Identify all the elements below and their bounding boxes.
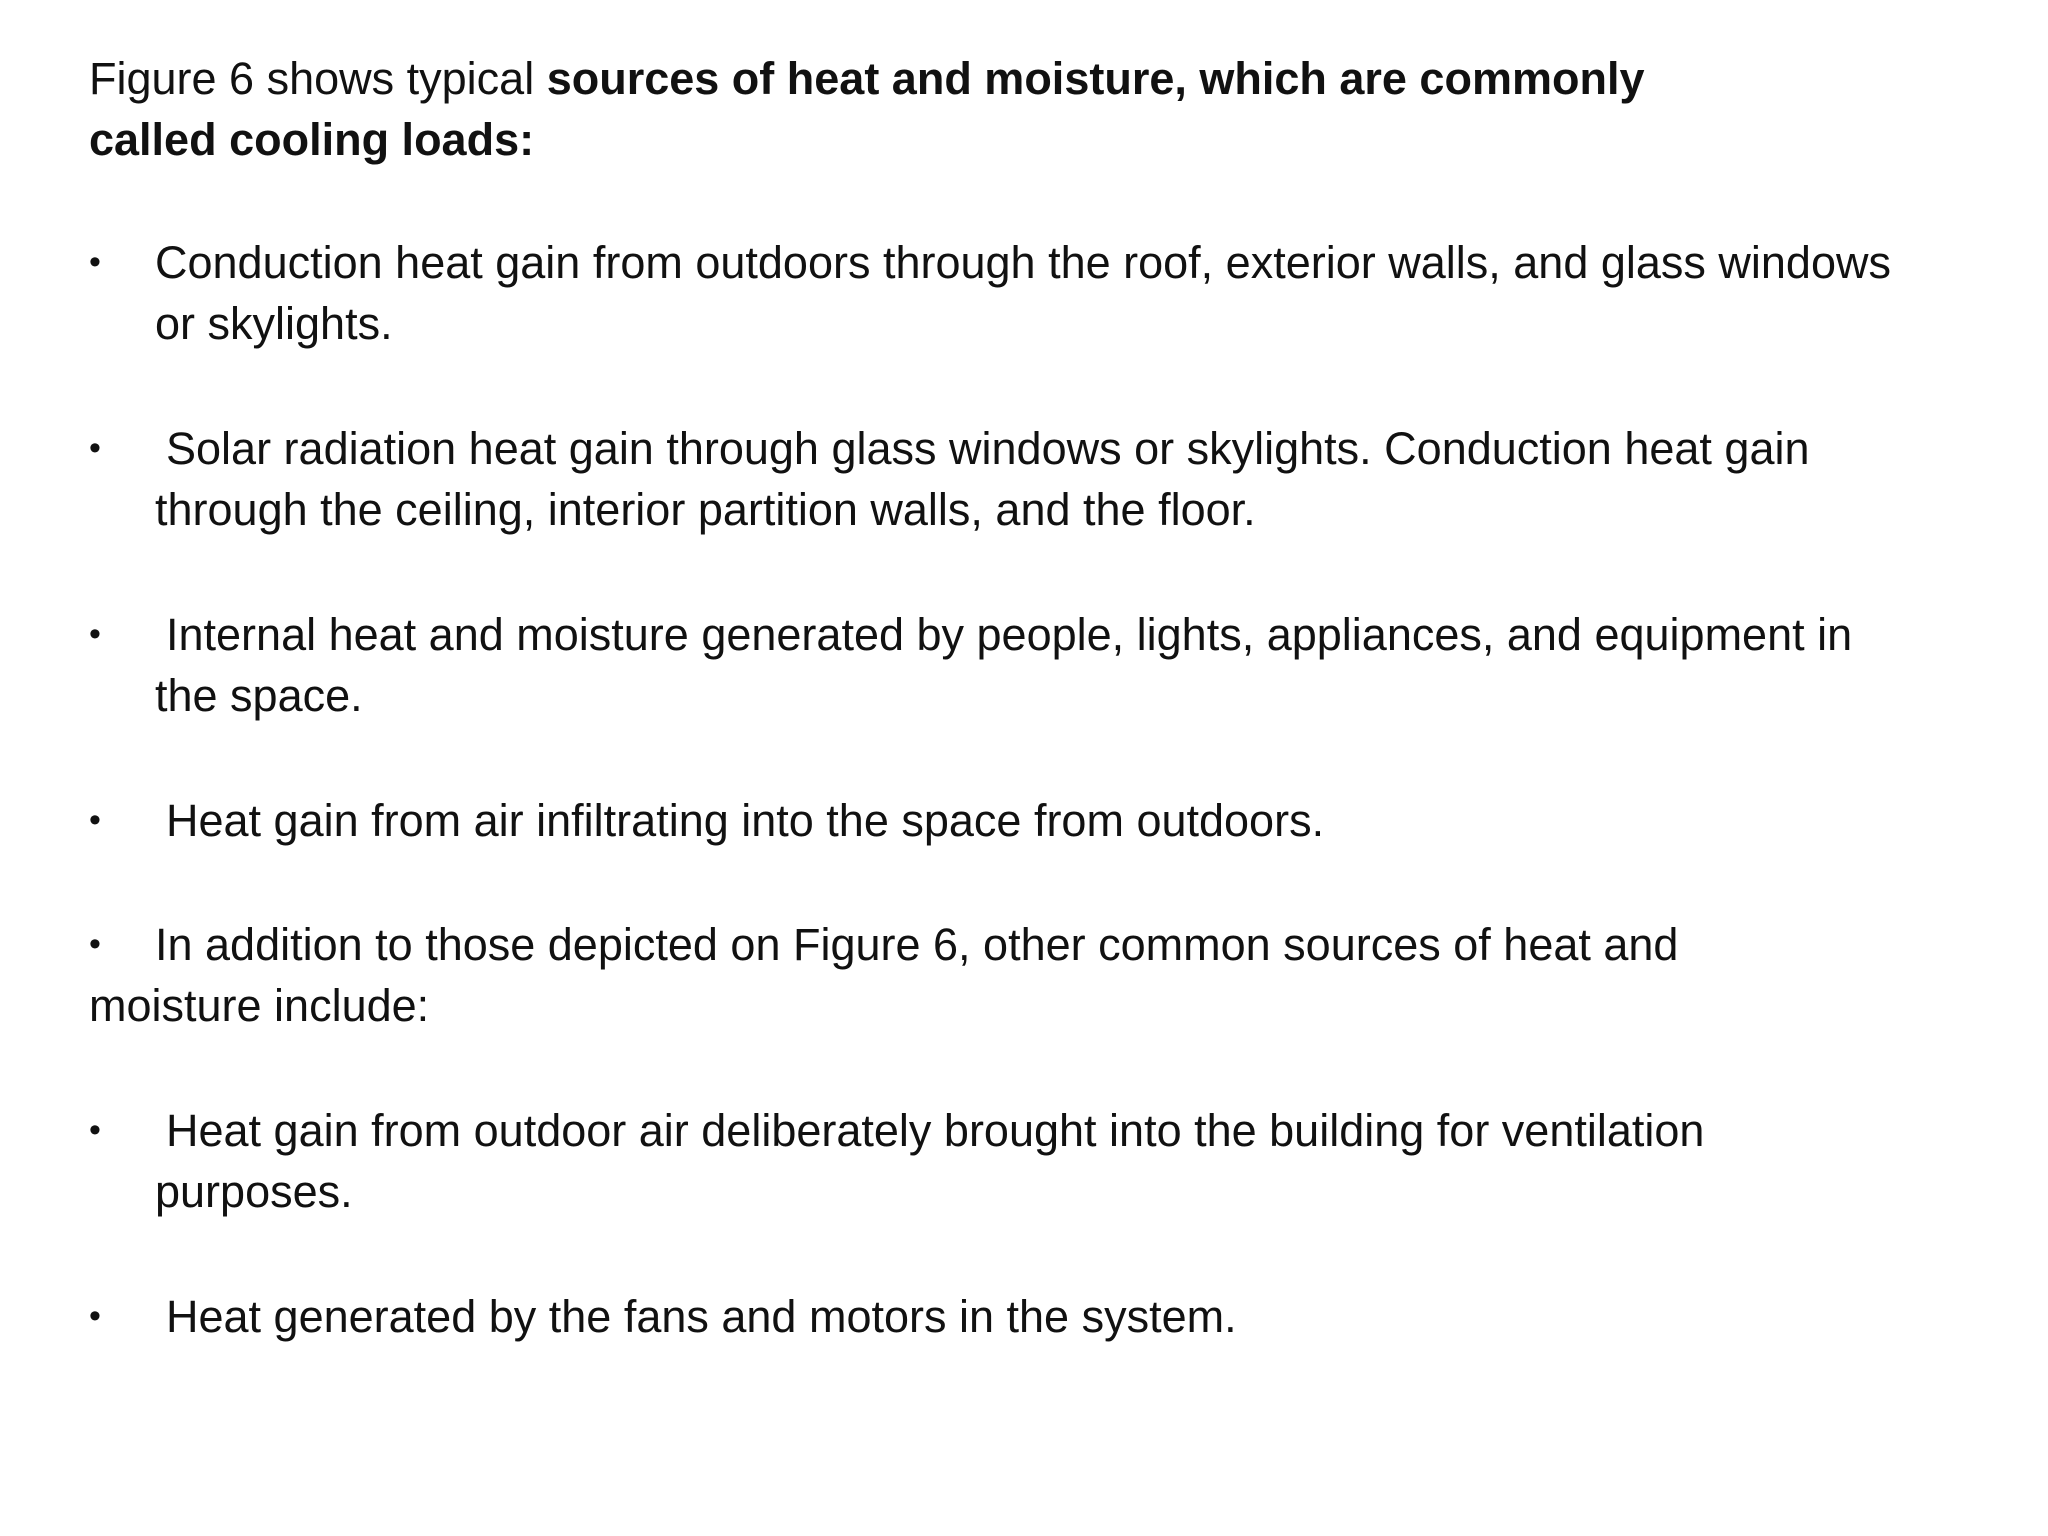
list-item-ventilation [0, 1100, 2048, 1222]
intro-line-1 [89, 48, 1644, 109]
list-item-text-continued: through the ceiling, interior partition walls, and the floor. [155, 484, 1256, 535]
list-item-internal-heat [0, 604, 2048, 726]
bullet-dot: • [89, 1111, 101, 1149]
list-item-conduction [0, 232, 2048, 354]
list-item-text: Heat gain from outdoor air deliberately brought into the building for ventilation [166, 1105, 1705, 1156]
bullet-dot: • [89, 429, 101, 467]
list-item-text: Heat generated by the fans and motors in the system. [166, 1291, 1237, 1342]
intro-paragraph [89, 48, 1644, 170]
list-item-other-sources [0, 914, 2048, 1036]
bullet-dot: • [89, 1297, 101, 1335]
list-item-infiltration [0, 790, 2048, 851]
bullet-dot: • [89, 801, 101, 839]
list-item-text: In addition to those depicted on Figure 6, other common sources of heat and [155, 919, 1679, 970]
list-item-text: Internal heat and moisture generated by people, lights, appliances, and equipment in [166, 609, 1853, 660]
list-item-text-continued: purposes. [155, 1166, 353, 1217]
list-item-text-continued: moisture include: [89, 980, 430, 1031]
list-item-text-continued: the space. [155, 670, 363, 721]
intro-bold-text-1: sources of heat and moisture, which are commonly [546, 53, 1645, 104]
list-item-text: Heat gain from air infiltrating into the space from outdoors. [166, 795, 1325, 846]
list-item-solar-radiation [0, 418, 2048, 540]
list-item-text: Solar radiation heat gain through glass windows or skylights. Conduction heat gain [166, 423, 1810, 474]
list-item-text-continued: or skylights. [155, 298, 393, 349]
list-item-text: Conduction heat gain from outdoors through the roof, exterior walls, and glass windows [155, 237, 1891, 288]
intro-plain-text: Figure 6 shows typical [89, 53, 547, 104]
intro-bold-text-2: called cooling loads: [89, 114, 535, 165]
list-item-fans-motors [0, 1286, 2048, 1347]
bullet-dot: • [89, 925, 101, 963]
bullet-dot: • [89, 243, 101, 281]
bullet-dot: • [89, 615, 101, 653]
